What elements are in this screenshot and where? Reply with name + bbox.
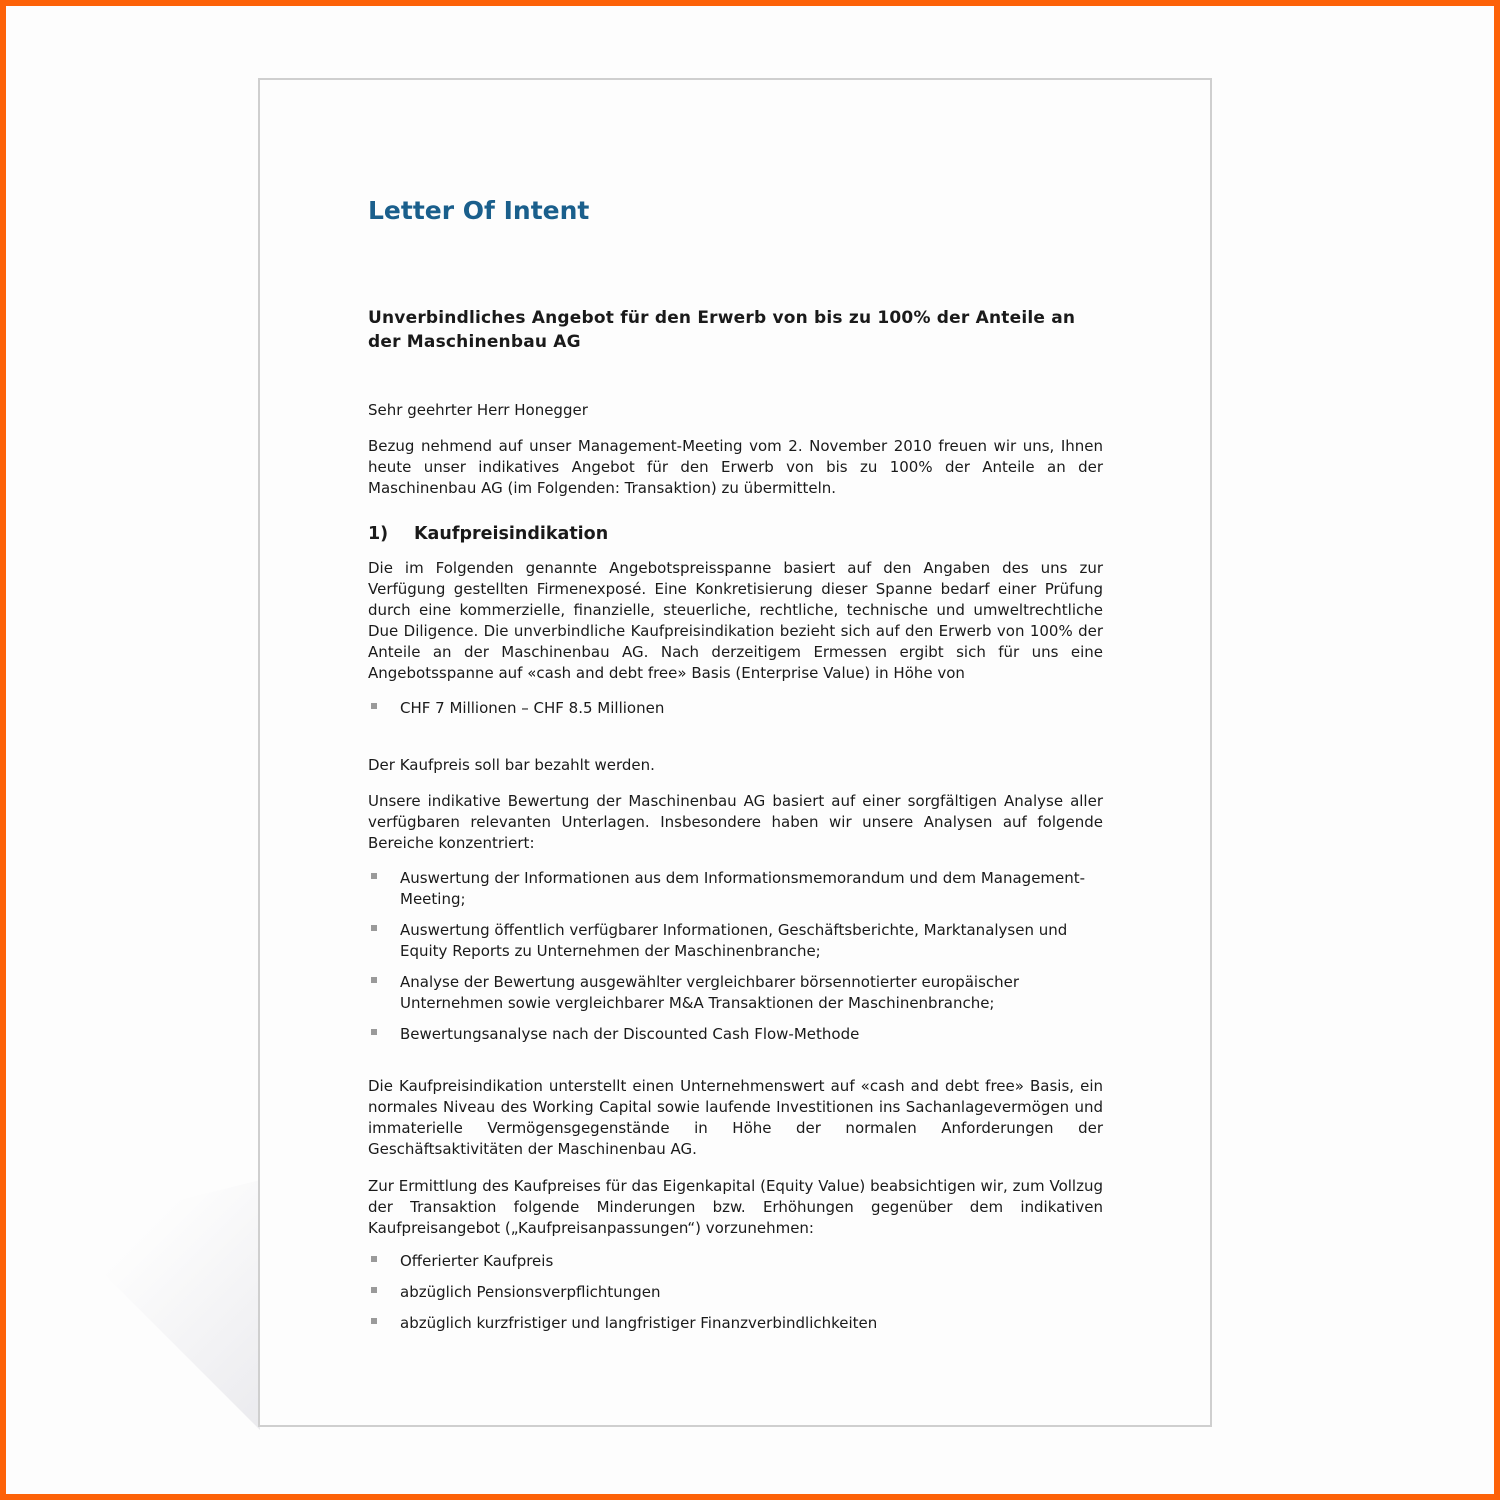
bullet-square-icon <box>371 1029 377 1035</box>
list-item <box>368 1251 1103 1272</box>
list-item-text: Offerierter Kaufpreis <box>400 1252 554 1270</box>
list-item <box>368 972 1103 1014</box>
list-item-text: abzüglich kurzfristiger und langfristiger Finanzverbindlichkeiten <box>400 1314 878 1332</box>
list-item <box>368 920 1103 962</box>
bullet-square-icon <box>371 1318 377 1324</box>
bullet-square-icon <box>371 1287 377 1293</box>
section-title: Kaufpreisindikation <box>414 524 609 544</box>
list-item-text: Analyse der Bewertung ausgewählter vergleichbarer börsennotierter europäischer Unternehmen sowie vergleichbarer M&A Transaktionen der Maschinenbranche; <box>400 973 1020 1012</box>
salutation: Sehr geehrter Herr Honegger <box>368 401 588 419</box>
document-page <box>258 78 1212 1427</box>
list-item-text: CHF 7 Millionen – CHF 8.5 Millionen <box>400 699 665 717</box>
page-shadow <box>60 1180 260 1430</box>
list-item <box>368 1313 1103 1334</box>
bullet-square-icon <box>371 873 377 879</box>
bullet-square-icon <box>371 1256 377 1262</box>
list-item-price-range <box>368 698 1103 719</box>
bullet-square-icon <box>371 703 377 709</box>
intro-paragraph: Bezug nehmend auf unser Management-Meeting vom 2. November 2010 freuen wir uns, Ihnen heute unser indikatives Angebot für den Erwerb von bis zu 100% der Anteile an der Maschinenbau AG (im Folgenden: Transaktion) zu übermitteln. <box>368 437 1103 497</box>
bullet-square-icon <box>371 977 377 983</box>
list-item <box>368 868 1103 910</box>
list-item-text: Auswertung öffentlich verfügbarer Informationen, Geschäftsberichte, Marktanalysen und Equity Reports zu Unternehmen der Maschinenbranche; <box>400 921 1068 960</box>
section-heading <box>368 524 608 544</box>
list-item <box>368 1024 1103 1045</box>
bullet-square-icon <box>371 925 377 931</box>
list-item <box>368 1282 1103 1303</box>
document-title: Letter Of Intent <box>368 196 590 225</box>
section-paragraph-2: Der Kaufpreis soll bar bezahlt werden. <box>368 756 655 774</box>
section-paragraph-1: Die im Folgenden genannte Angebotspreisspanne basiert auf den Angaben des uns zur Verfügung gestellten Firmenexposé. Eine Konkretisierung dieser Spanne bedarf einer Prüfung durch eine kommerzielle, finanzielle, steuerliche, rechtliche, technische und umweltrechtliche Due Diligence. Die unverbindliche Kaufpreisindikation bezieht sich auf den Erwerb von 100% der Anteile an der Maschinenbau AG. Nach derzeitigem Ermessen ergibt sich für uns eine Angebotsspanne auf «cash and debt free» Basis (Enterprise Value) in Höhe von <box>368 559 1103 682</box>
list-item-text: Bewertungsanalyse nach der Discounted Cash Flow-Methode <box>400 1025 860 1043</box>
section-paragraph-3: Unsere indikative Bewertung der Maschinenbau AG basiert auf einer sorgfältigen Analyse aller verfügbaren relevanten Unterlagen. Insbesondere haben wir unsere Analysen auf folgende Bereiche konzentriert: <box>368 792 1103 852</box>
document-subtitle: Unverbindliches Angebot für den Erwerb von bis zu 100% der Anteile an der Maschinenbau AG <box>368 308 1076 352</box>
section-number: 1) <box>368 524 389 544</box>
list-item-text: abzüglich Pensionsverpflichtungen <box>400 1283 661 1301</box>
list-item-text: Auswertung der Informationen aus dem Informationsmemorandum und dem Management-Meeting; <box>400 869 1086 908</box>
section-paragraph-5: Zur Ermittlung des Kaufpreises für das Eigenkapital (Equity Value) beabsichtigen wir, zum Vollzug der Transaktion folgende Minderungen bzw. Erhöhungen gegenüber dem indikativen Kaufpreisangebot („Kaufpreisanpassungen“) vorzunehmen: <box>368 1177 1103 1237</box>
section-paragraph-4: Die Kaufpreisindikation unterstellt einen Unternehmenswert auf «cash and debt free» Basis, ein normales Niveau des Working Capital sowie laufende Investitionen ins Sachanlagevermögen und immaterielle Vermögensgegenstände in Höhe der normalen Anforderungen der Geschäftsaktivitäten der Maschinenbau AG. <box>368 1077 1103 1158</box>
